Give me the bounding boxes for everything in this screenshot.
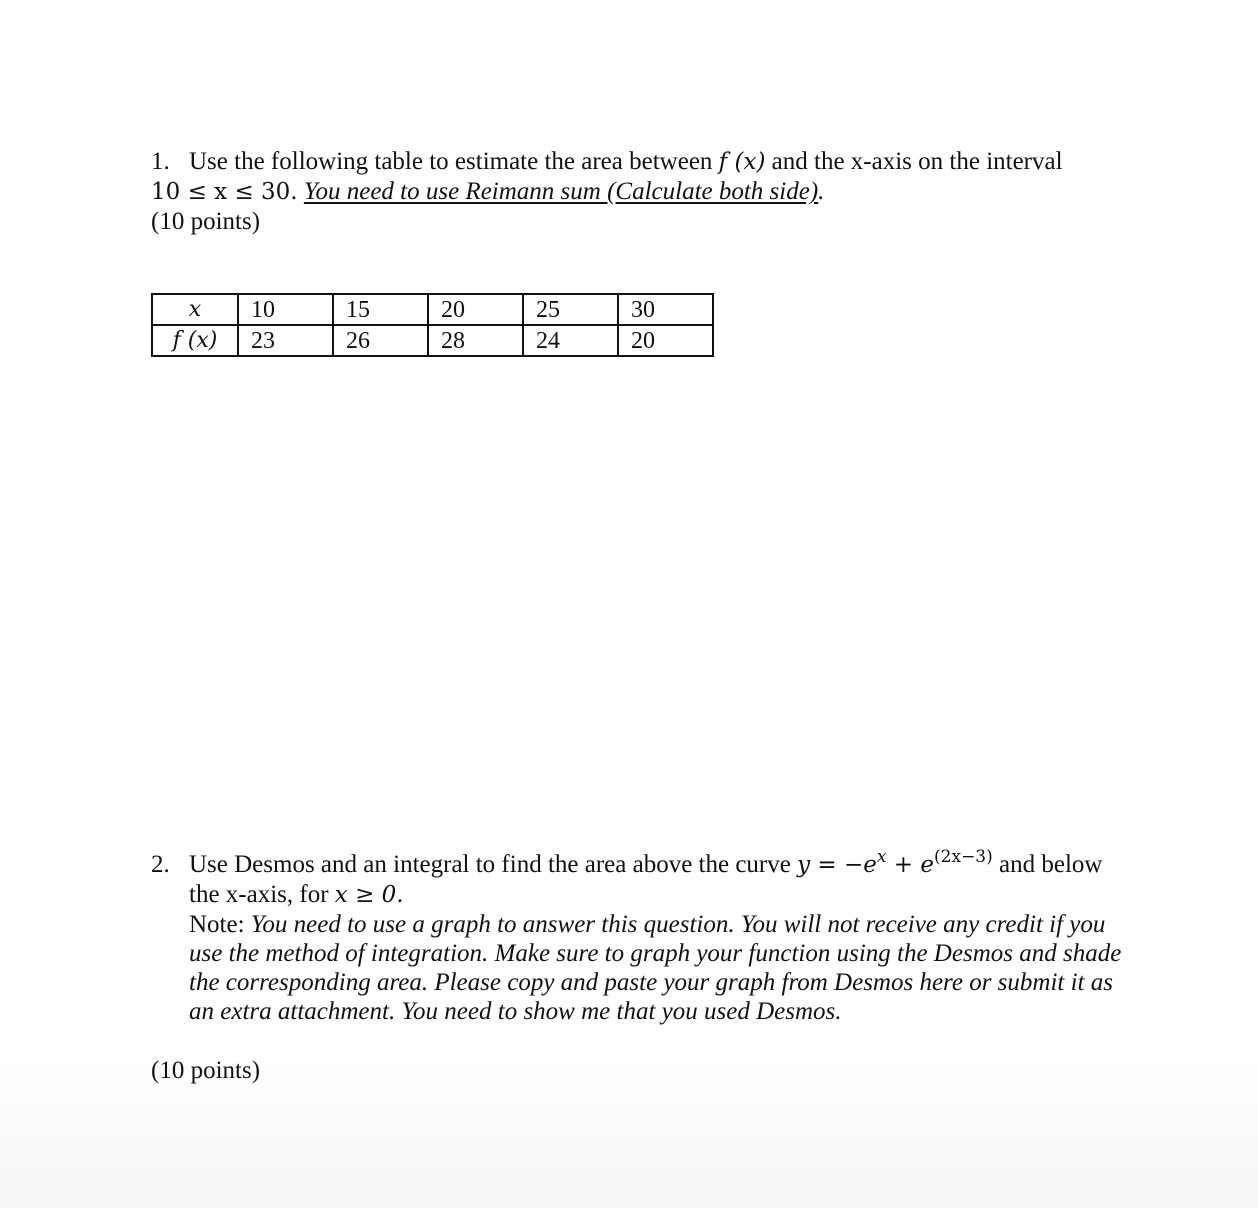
- table-cell: 28: [428, 325, 523, 356]
- q1-line2-end: .: [818, 178, 825, 205]
- values-table: [151, 293, 714, 357]
- q2-line1: [189, 847, 1103, 880]
- q2-line1-tail: and below: [999, 851, 1103, 878]
- table-row-x: [152, 294, 713, 325]
- q2-note-line1: Note: You need to use a graph to answer this question. You will not receive any credit if you: [189, 911, 1106, 938]
- q1-line1-tail: and the x-axis on the interval: [771, 148, 1063, 175]
- table-header-fx: f (x): [152, 325, 238, 356]
- q1-line2: [151, 177, 824, 207]
- q2-condition: x ≥ 0.: [334, 882, 404, 908]
- q2-note-label: Note:: [189, 911, 245, 938]
- q2-note-line4: an extra attachment. You need to show me that you used Desmos.: [189, 998, 842, 1025]
- q2-note-line3: the corresponding area. Please copy and paste your graph from Desmos here or submit it as: [189, 969, 1113, 996]
- q1-number: 1.: [151, 148, 170, 175]
- q1-points: (10 points): [151, 208, 261, 235]
- q1-fx: f (x): [718, 149, 766, 175]
- q2-equation: $y = -e^x + e^{(2x-3)}$: [797, 847, 993, 878]
- q1-interval: 10 ≤ x ≤ 30.: [151, 179, 298, 205]
- q2-line1-text: Use Desmos and an integral to find the area above the curve: [189, 851, 791, 878]
- table-cell: 30: [618, 294, 713, 325]
- table-cell: 25: [523, 294, 618, 325]
- table-cell: 20: [428, 294, 523, 325]
- table-cell: 10: [238, 294, 333, 325]
- table-row-fx: [152, 325, 713, 356]
- q1-line1: [189, 147, 1063, 177]
- table-cell: 20: [618, 325, 713, 356]
- q2-line2: the x-axis, for x ≥ 0.: [189, 881, 404, 908]
- q2-note-line2: use the method of integration. Make sure to graph your function using the Desmos and shade: [189, 940, 1122, 967]
- table-cell: 23: [238, 325, 333, 356]
- table-cell: 26: [333, 325, 428, 356]
- q1-line1-text: Use the following table to estimate the area between: [189, 148, 713, 175]
- table-cell: 15: [333, 294, 428, 325]
- q2-number: 2.: [151, 851, 170, 878]
- q1-instruction: You need to use Reimann sum (Calculate both side): [303, 178, 819, 205]
- table-header-x: x: [152, 294, 238, 325]
- table-cell: 24: [523, 325, 618, 356]
- q2-points: (10 points): [151, 1057, 261, 1084]
